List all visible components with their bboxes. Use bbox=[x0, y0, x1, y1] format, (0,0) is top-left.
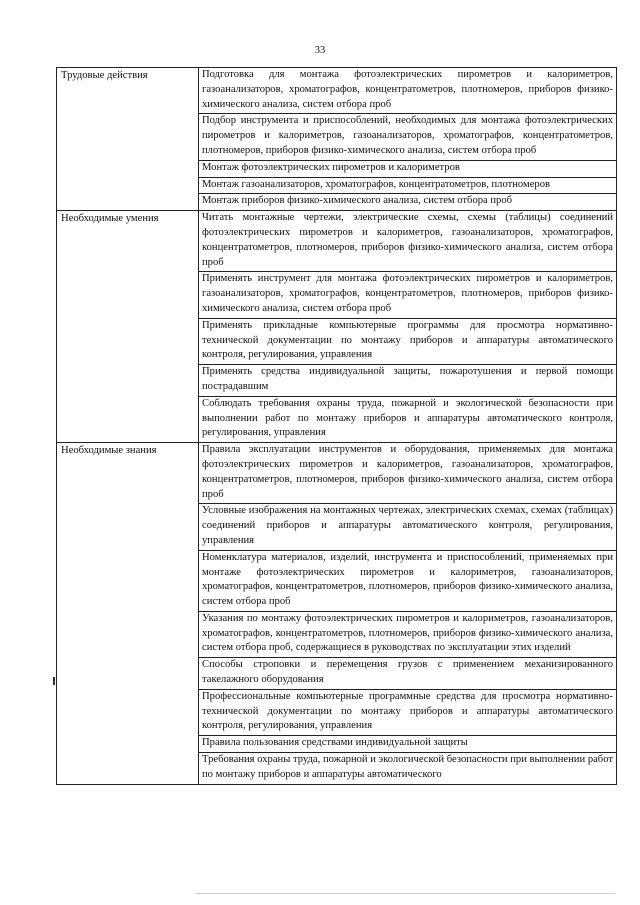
table-cell: Требования охраны труда, пожарной и экологической безопасности при выполнении работ по монтажу приборов и аппаратуры автоматического bbox=[199, 753, 617, 785]
page-number: 33 bbox=[314, 45, 326, 56]
table-cell: Подбор инструмента и приспособлений, необходимых для монтажа фотоэлектрических пирометров и калориметров, газоанализаторов, хроматографов, концентратометров, плотномеров, приборов физико-химического анализа, систем отбора проб bbox=[199, 114, 617, 160]
table-cell: Соблюдать требования охраны труда, пожарной и экологической безопасности при выполнении работ по монтажу приборов и аппаратуры автоматического контроля, регулирования, управления bbox=[199, 396, 617, 442]
table-cell: Применять инструмент для монтажа фотоэлектрических пирометров и калориметров, газоанализаторов, хроматографов, концентратометров, плотномеров, приборов физико-химического анализа, систем отбора проб bbox=[199, 272, 617, 318]
table-cell: Подготовка для монтажа фотоэлектрических пирометров и калориметров, газоанализаторов, хроматографов, концентратометров, плотномеров, приборов физико-химического анализа, систем отбора проб bbox=[199, 68, 617, 114]
table-cell: Применять прикладные компьютерные программы для просмотра нормативно-технической документации по монтажу приборов и аппаратуры автоматического контроля, регулирования, управления bbox=[199, 318, 617, 364]
section-label-required-skills: Необходимые умения bbox=[57, 211, 199, 443]
scan-mark bbox=[53, 677, 55, 685]
table-cell: Читать монтажные чертежи, электрические схемы, схемы (таблицы) соединений фотоэлектрических пирометров и калориметров, газоанализаторов, хроматографов, концентратометров, плотномеров, приборов физико-химического анализа, систем отбора проб bbox=[199, 211, 617, 272]
table-cell: Монтаж газоанализаторов, хроматографов, концентратометров, плотномеров bbox=[199, 177, 617, 194]
table-cell: Правила пользования средствами индивидуальной защиты bbox=[199, 736, 617, 753]
table-cell: Способы строповки и перемещения грузов с применением механизированного такелажного оборудования bbox=[199, 658, 617, 690]
table-cell: Указания по монтажу фотоэлектрических пирометров и калориметров, газоанализаторов, хроматографов, концентратометров, плотномеров, приборов физико-химического анализа, систем отбора проб, содержащиеся в руководствах по эксплуатации этих изделий bbox=[199, 611, 617, 657]
table-cell: Номенклатура материалов, изделий, инструмента и приспособлений, применяемых при монтаже фотоэлектрических пирометров и калориметров, газоанализаторов, хроматографов, концентратометров, плотномеров, приборов физико-химического анализа, систем отбора проб bbox=[199, 550, 617, 611]
table-row bbox=[57, 211, 617, 272]
section-label-labor-actions: Трудовые действия bbox=[57, 68, 199, 211]
table-cell: Монтаж фотоэлектрических пирометров и калориметров bbox=[199, 160, 617, 177]
table-cell: Профессиональные компьютерные программные средства для просмотра нормативно-технической документации по монтажу приборов и аппаратуры автоматического контроля, регулирования, управления bbox=[199, 689, 617, 735]
page-bottom-divider bbox=[195, 893, 615, 894]
table-cell: Правила эксплуатации инструментов и оборудования, применяемых для монтажа фотоэлектрических пирометров и калориметров, газоанализаторов, хроматографов, концентратометров, плотномеров, приборов физико-химического анализа, систем отбора проб bbox=[199, 443, 617, 504]
table-cell: Условные изображения на монтажных чертежах, электрических схемах, схемах (таблицах) соединений приборов и аппаратуры автоматического контроля, регулирования, управления bbox=[199, 504, 617, 550]
table-row bbox=[57, 443, 617, 504]
table-cell: Монтаж приборов физико-химического анализа, систем отбора проб bbox=[199, 194, 617, 211]
table-cell: Применять средства индивидуальной защиты, пожаротушения и первой помощи пострадавшим bbox=[199, 365, 617, 397]
table-row bbox=[57, 68, 617, 114]
requirements-table bbox=[56, 67, 617, 785]
section-label-required-knowledge: Необходимые знания bbox=[57, 443, 199, 785]
